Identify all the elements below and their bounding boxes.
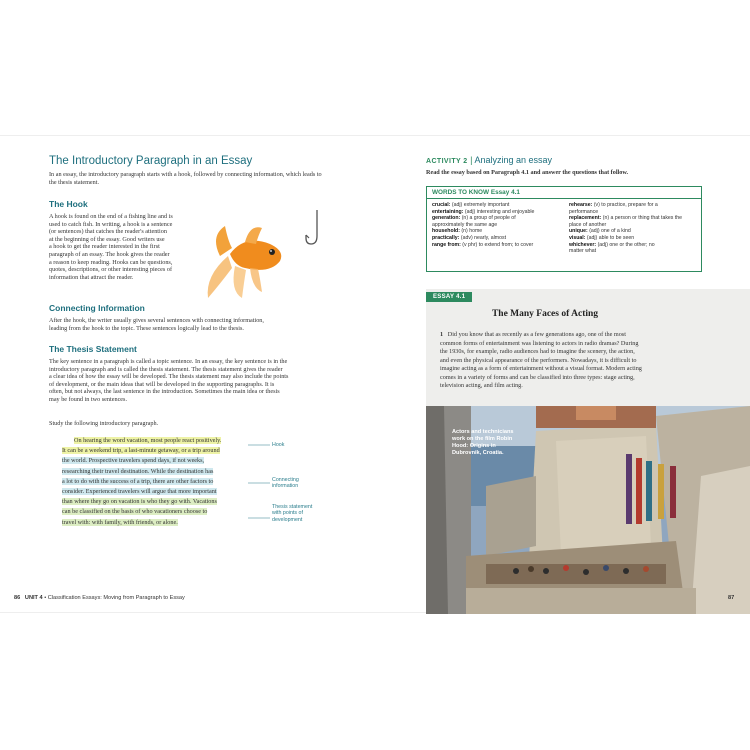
wtk-entry: matter what — [569, 248, 597, 255]
essay-panel — [426, 289, 750, 614]
wtk-column-left — [432, 202, 562, 248]
caption-line: Hood: Origins in — [452, 443, 496, 449]
essay-line: imagine acting as a form of entertainment without a visual format. Modern acting — [440, 365, 642, 372]
wtk-entry: visual: (adj) able to be seen — [569, 234, 635, 241]
photo-caption — [452, 429, 514, 457]
essay-line: television acting, and film acting. — [440, 382, 523, 389]
wtk-entry: generation: (n) a group of people of — [432, 215, 516, 222]
annotation-lines — [248, 438, 270, 530]
connecting-paragraph — [49, 317, 339, 332]
book-spread — [0, 135, 750, 613]
thesis-line: of development, or the main ideas that will be developed in the supporting paragraphs. It is — [49, 380, 275, 388]
example-line: travel with: with family, with friends, or alone. — [62, 518, 178, 526]
example-line: can be classified on the basis of who vacationers choose to — [62, 508, 208, 516]
example-line: a lot to do with the success of a trip, there are other factors to — [62, 477, 214, 485]
essay-tag: ESSAY 4.1 — [426, 292, 472, 302]
essay-line: common forms of entertainment was listening to actors in radio dramas? During — [440, 339, 639, 347]
unit-label: UNIT 4 — [24, 595, 43, 601]
note-line: Connecting — [272, 477, 299, 483]
page-number: 86 — [14, 595, 21, 601]
left-footer: 86 UNIT 4 • Classification Essays: Moving from Paragraph to Essay — [14, 595, 185, 601]
thesis-line: The key sentence in a paragraph is called a topic sentence. In an essay, the key sentence is in the — [49, 358, 288, 365]
thesis-paragraph — [49, 358, 349, 404]
note-line: information — [272, 483, 299, 490]
note-hook: Hook — [272, 442, 285, 448]
wtk-entry: household: (n) home — [432, 228, 483, 235]
wtk-entry: range from: (v phr) to extend from; to cover — [432, 241, 534, 248]
hook-heading: The Hook — [49, 199, 88, 209]
thesis-line: may be found in two sentences. — [49, 395, 128, 403]
connecting-line: After the hook, the writer usually gives several sentences with connecting information, — [49, 317, 264, 324]
example-line: consider. Experienced travelers will argue that more important — [62, 488, 217, 496]
example-line: the world. Prospective travelers spend days, if not weeks, — [62, 457, 205, 465]
goldfish-image — [200, 206, 295, 301]
activity-title: Analyzing an essay — [474, 155, 553, 165]
words-to-know-box — [426, 186, 702, 272]
note-line: development — [272, 516, 303, 523]
activity-header: ACTIVITY 2 | Analyzing an essay — [426, 155, 553, 165]
caption-line: Actors and technicians — [452, 429, 514, 435]
wtk-title: WORDS TO KNOW Essay 4.1 — [427, 187, 701, 199]
hook-line: quotes, descriptions, or other interesting pieces of — [49, 266, 173, 274]
wtk-entry: entertaining: (adj) interesting and enjoyable — [432, 208, 535, 215]
example-paragraph — [62, 436, 248, 528]
hook-line: A hook is found on the end of a fishing line and is — [49, 213, 173, 220]
paragraph-number: 1 — [440, 331, 444, 338]
note-line: with points of — [272, 510, 303, 517]
thesis-line: a clear idea of how the essay will be developed. The thesis statement may also include the points — [49, 373, 289, 381]
hook-line: (or sentences) that catches the reader's attention — [49, 228, 167, 236]
fishhook-icon — [303, 208, 325, 248]
connecting-heading: Connecting Information — [49, 303, 145, 313]
thesis-line: introductory paragraph and is called the thesis statement. The thesis statement gives the reader — [49, 365, 283, 373]
study-line: Study the following introductory paragraph. — [49, 420, 159, 427]
hook-paragraph — [49, 213, 209, 281]
hook-line: at the beginning of the essay. Good writers use — [49, 235, 165, 243]
hook-line: a reason to keep reading. Hooks can be questions, — [49, 258, 173, 266]
note-line: Thesis statement — [272, 504, 313, 510]
thesis-line: often, but not always, the last sentence in the introduction. Sometimes the main idea or thesis — [49, 388, 280, 396]
wtk-entry: whichever: (adj) one or the other; no — [569, 241, 655, 248]
connecting-line: leading from the hook to the topic. These sentences logically lead to the thesis. — [49, 324, 244, 332]
caption-line: Dubrovnik, Croatia. — [452, 450, 504, 456]
wtk-entry: crucial: (adj) extremely important — [432, 202, 510, 208]
essay-line: and even the physical appearance of the performers. Nowadays, it is difficult to — [440, 356, 637, 364]
essay-line: the 1930s, for example, radio audiences had to imagine the scenery, the action, — [440, 348, 635, 355]
activity-label: ACTIVITY 2 — [426, 158, 468, 165]
note-thesis — [272, 504, 312, 523]
wtk-column-right — [569, 202, 699, 255]
hook-line: a hook to get the reader interested in the first — [49, 243, 160, 251]
example-line: than where they go on vacation is who they go with. Vacations — [62, 498, 217, 506]
wtk-entry: unique: (adj) one of a kind — [569, 228, 631, 235]
wtk-entry: approximately the same age — [432, 221, 498, 228]
wtk-entry: practically: (adv) nearly, almost — [432, 234, 507, 241]
wtk-entry: performance — [569, 208, 599, 215]
activity-instruction: Read the essay based on Paragraph 4.1 and answer the questions that follow. — [426, 169, 629, 176]
wtk-entry: replacement: (n) a person or thing that takes the — [569, 215, 683, 222]
hook-line: paragraph of an essay. The hook gives the reader — [49, 250, 170, 258]
thesis-heading: The Thesis Statement — [49, 344, 137, 354]
essay-line: comes in a variety of forms and can be classified into three types: stage acting, — [440, 373, 635, 381]
intro-text: In an essay, the introductory paragraph starts with a hook, followed by connecting information, which leads to the thesis statement. — [49, 171, 322, 186]
essay-title: The Many Faces of Acting — [491, 309, 599, 319]
note-connecting — [272, 477, 299, 490]
essay-line: 1 Did you know that as recently as a few generations ago, one of the most — [440, 331, 626, 338]
wtk-entry: rehearse: (v) to practice, prepare for a — [569, 202, 658, 208]
right-page-number: 87 — [728, 595, 735, 601]
essay-paragraph — [440, 331, 680, 391]
wtk-entry: place of another — [569, 221, 607, 228]
unit-title: Classification Essays: Moving from Paragraph to Essay — [47, 595, 185, 601]
example-line: researching their travel destination. While the destination has — [62, 467, 214, 475]
caption-line: work on the film Robin — [452, 436, 513, 442]
section-title: The Introductory Paragraph in an Essay — [49, 155, 253, 167]
example-line: On hearing the word vacation, most people react positively. — [74, 437, 222, 444]
hook-line: information that attract the reader. — [49, 273, 134, 281]
hook-line: used to catch fish. In writing, a hook is a sentence — [49, 220, 173, 228]
example-line: It can be a weekend trip, a last-minute getaway, or a trip around — [62, 447, 220, 455]
